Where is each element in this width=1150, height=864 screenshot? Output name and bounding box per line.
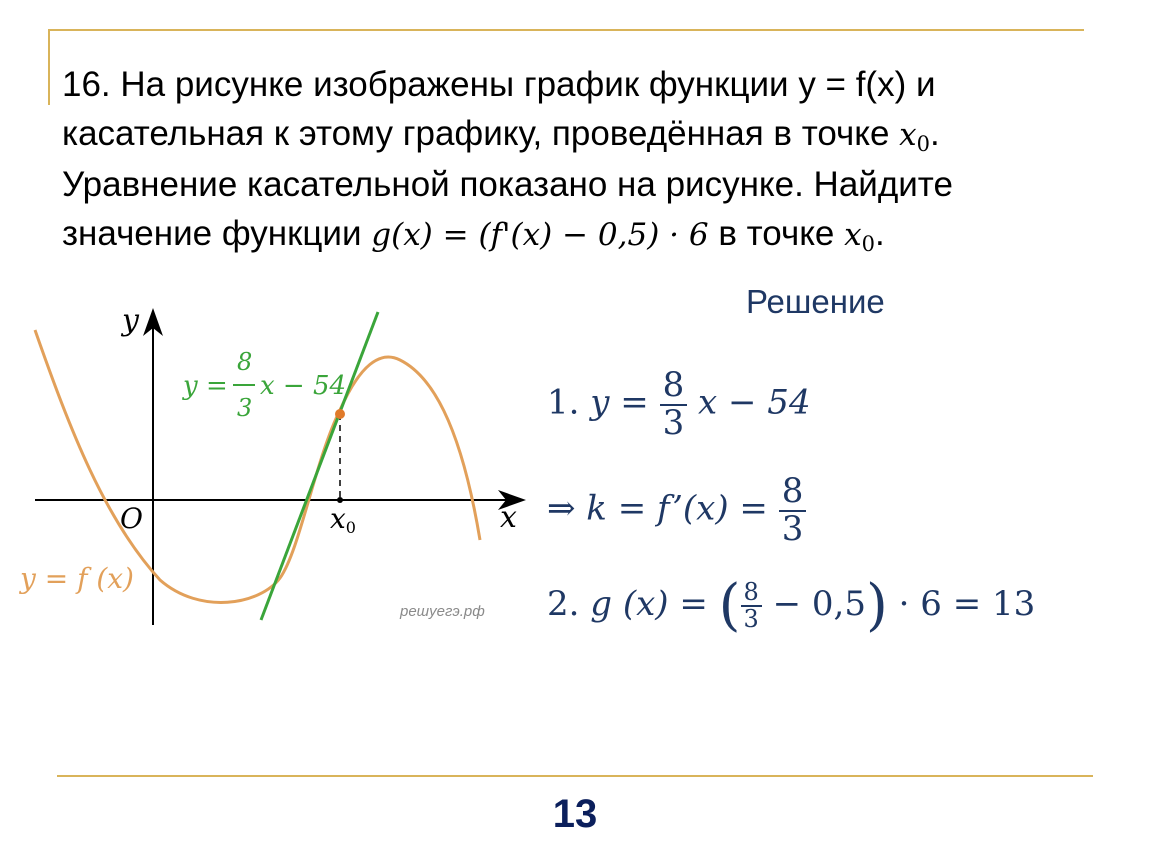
period-2: . (874, 214, 885, 253)
bottom-rule (57, 775, 1093, 777)
problem-line-4: значение функции (62, 214, 372, 253)
step1-fraction: $\frac{8}{3}$ (660, 368, 688, 441)
slope-expression: k = f’(x) = (586, 488, 768, 529)
step2-result: · 6 = 13 (898, 584, 1036, 625)
step1-number: 1. (547, 382, 591, 423)
watermark: решуегэ.рф (400, 603, 485, 620)
period: . (930, 114, 940, 153)
tangent-label-den: 3 (237, 394, 253, 422)
page-number: 13 (552, 792, 598, 836)
step1-lhs: y = (590, 382, 649, 423)
tangent-line (261, 312, 378, 620)
origin-label: O (120, 502, 143, 535)
point-x0-2: $x_0$ (844, 217, 875, 256)
tangent-label-rest: x − 54 (260, 371, 347, 401)
tangent-label-lhs: y = (183, 371, 228, 401)
g-formula: g(x) = (f'(x) − 0,5) · 6 (371, 217, 709, 253)
point-x0: $x_0$ (899, 117, 931, 156)
y-axis-label: y (122, 303, 139, 338)
left-rule (48, 29, 50, 105)
left-paren: ( (718, 573, 741, 639)
step2-number: 2. (547, 584, 591, 625)
function-graph (0, 280, 540, 640)
step1-rest: x − 54 (698, 382, 811, 423)
problem-line-2: касательная к этому графику, проведённая в точке (62, 114, 900, 153)
tangent-equation-label (182, 348, 346, 422)
top-rule (48, 29, 1084, 31)
solution-step-1 (547, 365, 811, 443)
step2-mid: − 0,5 (772, 584, 866, 625)
problem-line-1: 16. На рисунке изображены график функции y = f(x) и (62, 65, 936, 104)
right-paren: ) (865, 573, 888, 639)
x-axis-label: x (500, 500, 517, 535)
problem-line-4-tail: в точке (708, 214, 845, 253)
step2-fraction: $\frac{8}{3}$ (741, 580, 762, 632)
solution-step-2 (547, 573, 1036, 639)
step1b-fraction: $\frac{8}{3}$ (779, 474, 807, 547)
tangent-point (335, 409, 345, 419)
x0-label: x0 (330, 502, 356, 537)
problem-line-3: Уравнение касательной показано на рисунке. Найдите (62, 165, 953, 204)
tangent-label-num: 8 (237, 348, 253, 376)
problem-text (62, 60, 1082, 260)
function-label: y = f (x) (20, 562, 134, 595)
step2-lhs: g (x) = (590, 584, 708, 625)
solution-title: Решение (746, 283, 885, 320)
implies-symbol: ⇒ (547, 488, 587, 529)
solution-step-1b (547, 471, 806, 549)
